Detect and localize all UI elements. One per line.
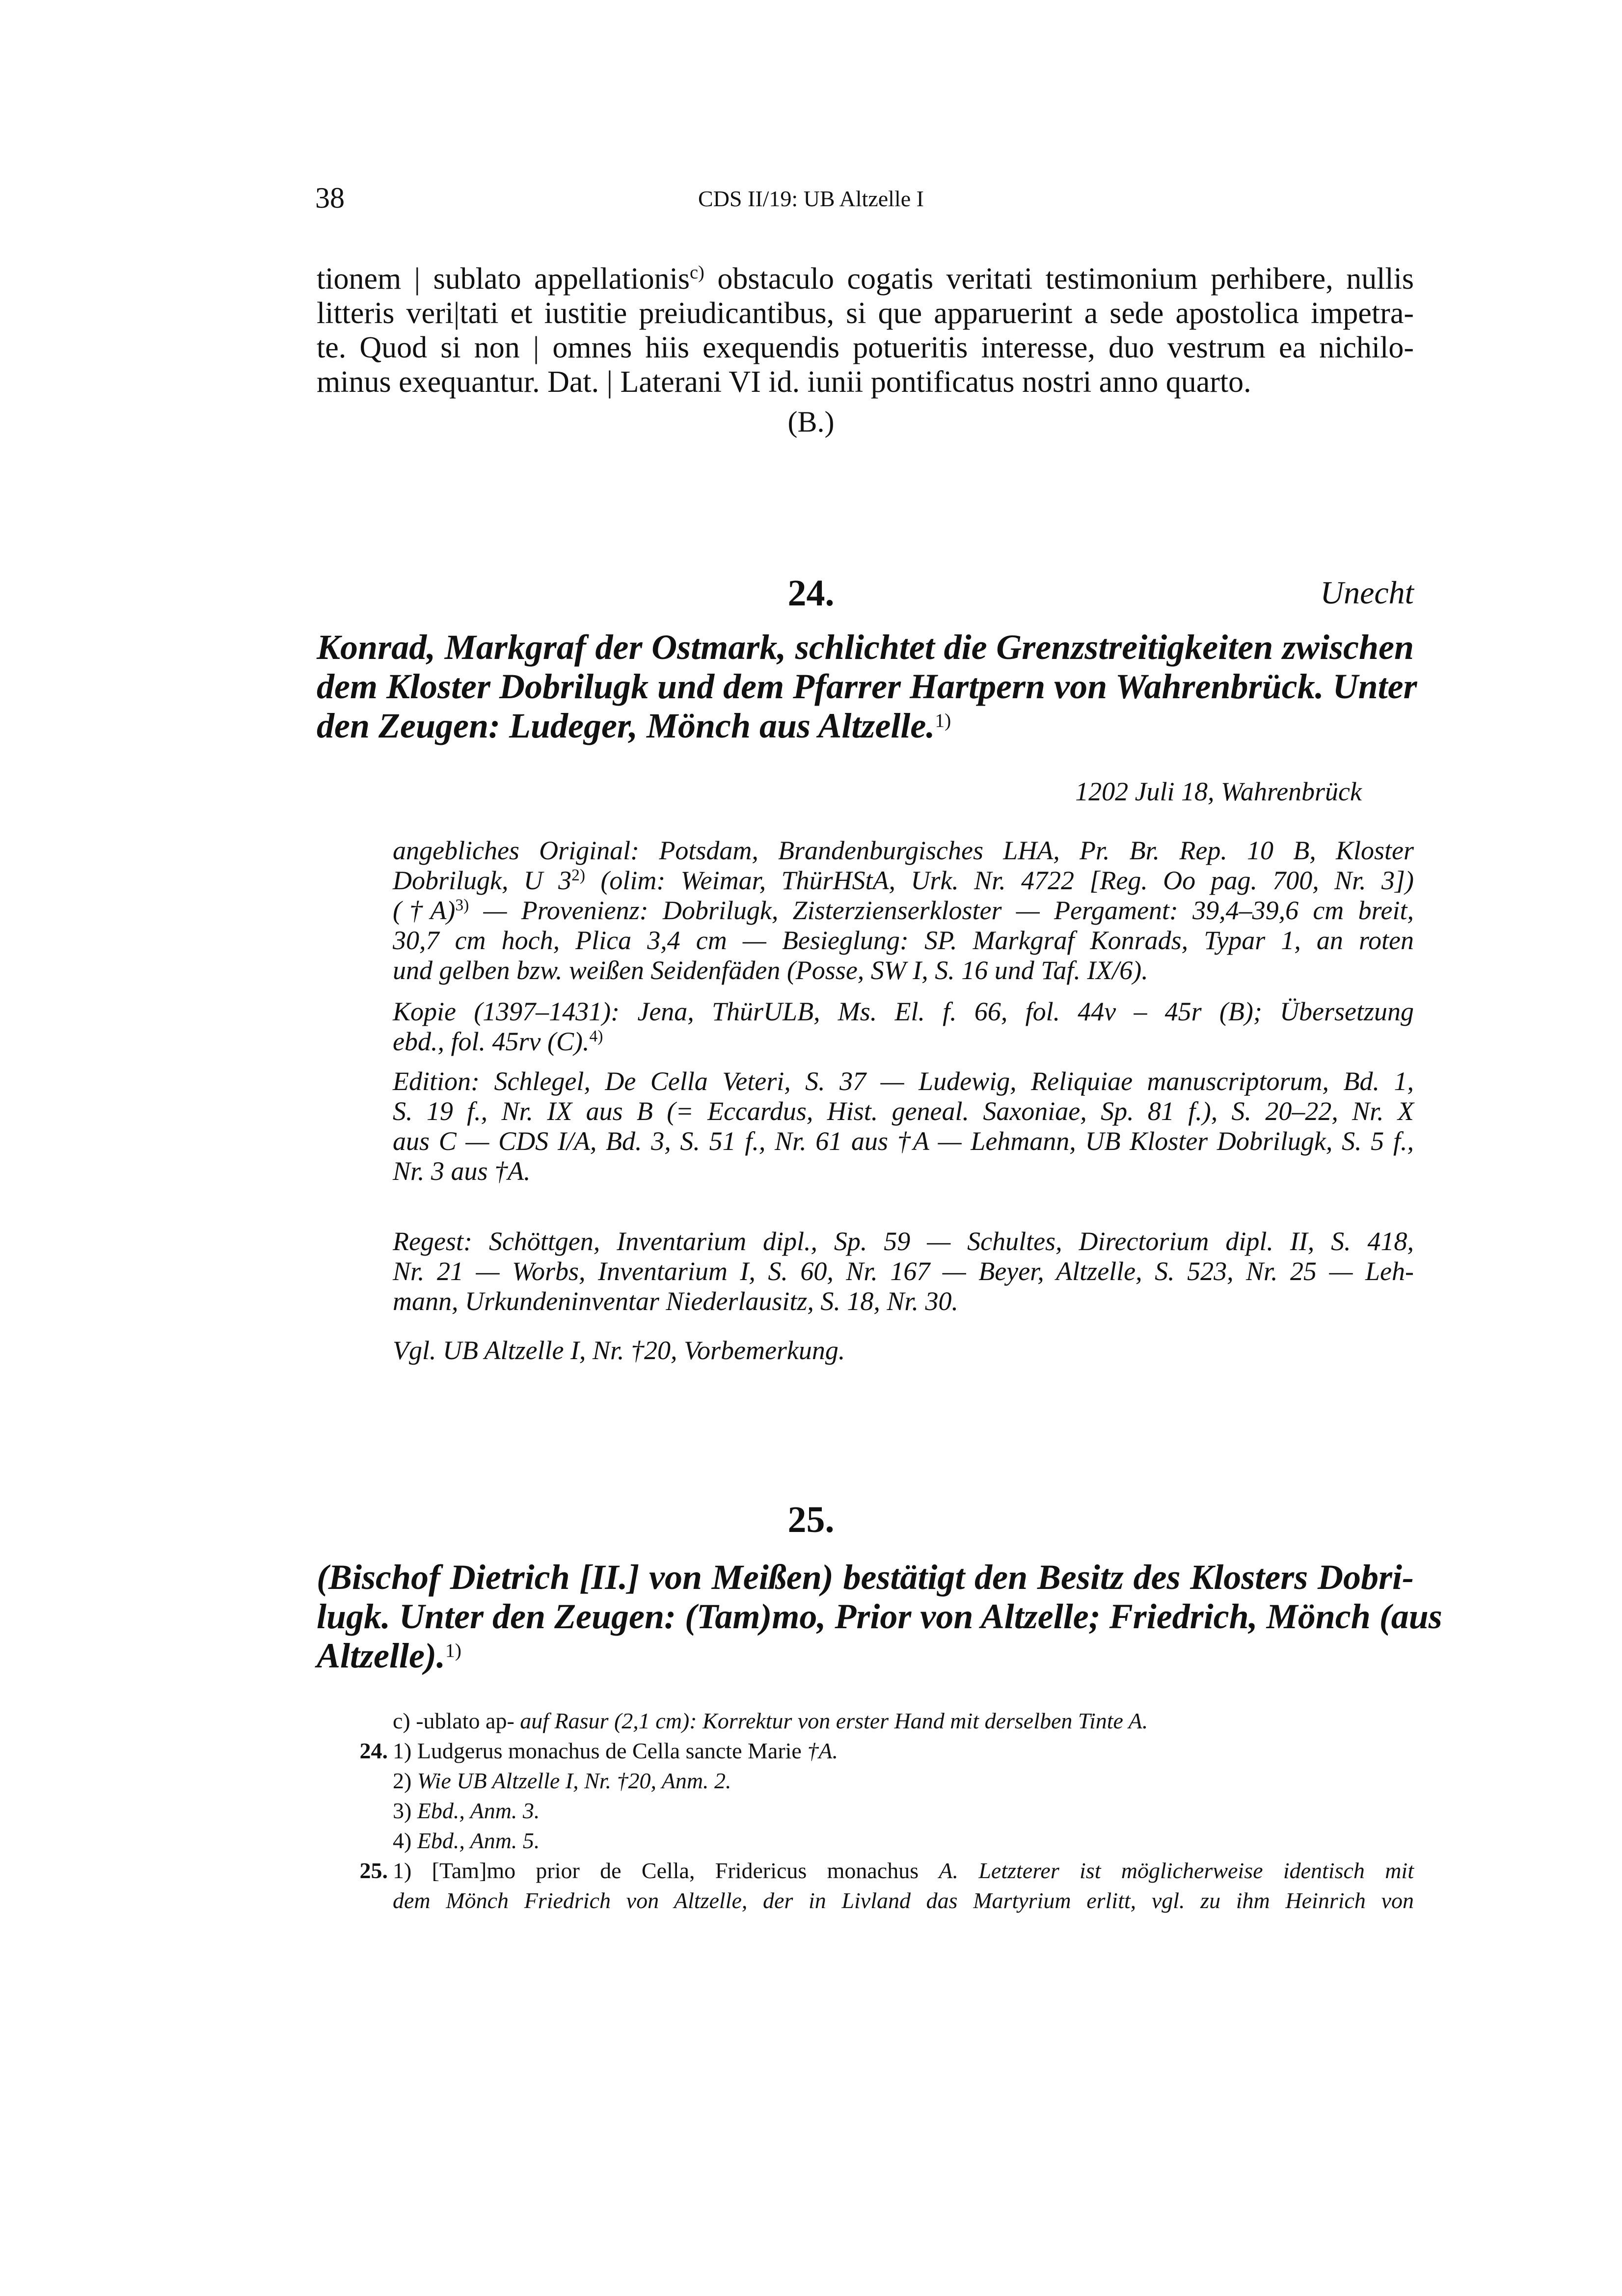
apparatus-line: Regest: Schöttgen, Inventarium dipl., Sp. 59 — Schultes, Directorium dipl. II, S. 418,: [393, 1227, 1414, 1256]
title-line: dem Kloster Dobrilugk und dem Pfarrer Hartpern von Wahrenbrück. Unter: [317, 667, 1417, 706]
running-title: CDS II/19: UB Altzelle I: [698, 186, 924, 211]
apparatus-line: ebd., fol. 45rv (C).$^{4)}$: [393, 1027, 603, 1056]
tradition-apparatus: [393, 836, 1414, 985]
apparatus-line: aus C — CDS I/A, Bd. 3, S. 51 f., Nr. 61 aus †A — Lehmann, UB Kloster Dobrilugk, S. 5 f.,: [393, 1126, 1414, 1156]
footnote-24-2: 2) Wie UB Altzelle I, Nr. †20, Anm. 2.: [393, 1768, 731, 1793]
continuation-line: tionem | sublato appellationis$^{c)}$ obstaculo cogatis veritati testimonium perhibere, nullis: [317, 262, 1414, 296]
footnotes: [344, 1706, 1414, 1915]
title-line: den Zeugen: Ludeger, Mönch aus Altzelle.$^{1)}$: [317, 706, 951, 745]
footnote-c: c) -ublato ap- auf Rasur (2,1 cm): Korrektur von erster Hand mit derselben Tinte A.: [393, 1708, 1148, 1733]
title-line: Konrad, Markgraf der Ostmark, schlichtet die Grenzstreitigkeiten zwischen: [317, 628, 1414, 667]
footnote-25-1: 25. 1) [Tam]mo prior de Cella, Fridericus monachus A. Letzterer ist möglicherweise identisch mit: [344, 1856, 1414, 1886]
apparatus-line: Nr. 3 aus †A.: [393, 1156, 531, 1186]
reference-note: [393, 1336, 1414, 1366]
edition-apparatus: [393, 1066, 1414, 1186]
footnote-25-1-cont: dem Mönch Friedrich von Altzelle, der in Livland das Martyrium erlitt, vgl. zu ihm Heinrich von: [393, 1888, 1414, 1913]
copy-apparatus: [393, 997, 1414, 1057]
footnote-24-1: 24. 1) Ludgerus monachus de Cella sancte Marie †A.: [344, 1736, 1414, 1766]
document-number-25: 25.: [787, 1499, 835, 1540]
continuation-text: [317, 262, 1414, 399]
footnote-24-4: 4) Ebd., Anm. 5.: [393, 1828, 540, 1853]
apparatus-line: mann, Urkundeninventar Niederlausitz, S. 18, Nr. 30.: [393, 1286, 958, 1316]
apparatus-line: S. 19 f., Nr. IX aus B (= Eccardus, Hist. geneal. Saxoniae, Sp. 81 f.), S. 20–22, Nr. X: [393, 1096, 1414, 1126]
apparatus-line: angebliches Original: Potsdam, Brandenburgisches LHA, Pr. Br. Rep. 10 B, Kloster: [393, 836, 1414, 865]
dateline-24: 1202 Juli 18, Wahrenbrück: [1075, 777, 1362, 806]
apparatus-line: und gelben bzw. weißen Seidenfäden (Posse, SW I, S. 16 und Taf. IX/6).: [393, 956, 1148, 985]
continuation-line: te. Quod si non | omnes hiis exequendis potueritis interesse, duo vestrum ea nichilo-: [317, 331, 1414, 364]
title-line: (Bischof Dietrich [II.] von Meißen) bestätigt den Besitz des Klosters Dobri-: [317, 1558, 1414, 1597]
regest-apparatus: [393, 1227, 1414, 1316]
apparatus-line: Kopie (1397–1431): Jena, ThürULB, Ms. El. f. 66, fol. 44v – 45r (B); Übersetzung: [393, 997, 1414, 1026]
apparatus-line: (†A)$^{3)}$ — Provenienz: Dobrilugk, Zisterzienserkloster — Pergament: 39,4–39,6 cm breit,: [393, 896, 1414, 925]
apparatus-line: Edition: Schlegel, De Cella Veteri, S. 37 — Ludewig, Reliquiae manuscriptorum, Bd. 1,: [393, 1066, 1414, 1096]
document-number-24: 24.: [787, 573, 835, 614]
apparatus-line: Nr. 21 — Worbs, Inventarium I, S. 60, Nr. 167 — Beyer, Altzelle, S. 523, Nr. 25 — Leh-: [393, 1257, 1414, 1286]
title-line: Altzelle).$^{1)}$: [317, 1636, 461, 1675]
title-footnote-ref: 1): [445, 1640, 461, 1662]
footnote-doc-label: 24.: [359, 1738, 388, 1763]
title-footnote-ref: 1): [935, 710, 951, 732]
continuation-line: minus exequantur. Dat. | Laterani VI id. iunii pontificatus nostri anno quarto.: [317, 365, 1251, 399]
title-line: lugk. Unter den Zeugen: (Tam)mo, Prior von Altzelle; Friedrich, Mönch (aus: [317, 1597, 1442, 1636]
continuation-line: litteris veri|tati et iustitie preiudicantibus, si que apparuerint a sede apostolica impetra-: [317, 297, 1414, 330]
apparatus-line: Dobrilugk, U 3$^{2)}$ (olim: Weimar, ThürHStA, Urk. Nr. 4722 [Reg. Oo pag. 700, Nr. 3]): [393, 866, 1414, 895]
page-number: 38: [315, 182, 345, 214]
document-title-24: [317, 628, 1417, 745]
apparatus-line: 30,7 cm hoch, Plica 3,4 cm — Besieglung: SP. Markgraf Konrads, Typar 1, an roten: [393, 926, 1414, 955]
footnote-24-3: 3) Ebd., Anm. 3.: [393, 1798, 540, 1823]
apparatus-line: Vgl. UB Altzelle I, Nr. †20, Vorbemerkung.: [393, 1336, 845, 1365]
scribe-signature: (B.): [787, 406, 835, 438]
footnote-doc-label: 25.: [359, 1858, 388, 1883]
authenticity-status: Unecht: [1320, 575, 1414, 611]
document-title-25: [317, 1558, 1442, 1675]
